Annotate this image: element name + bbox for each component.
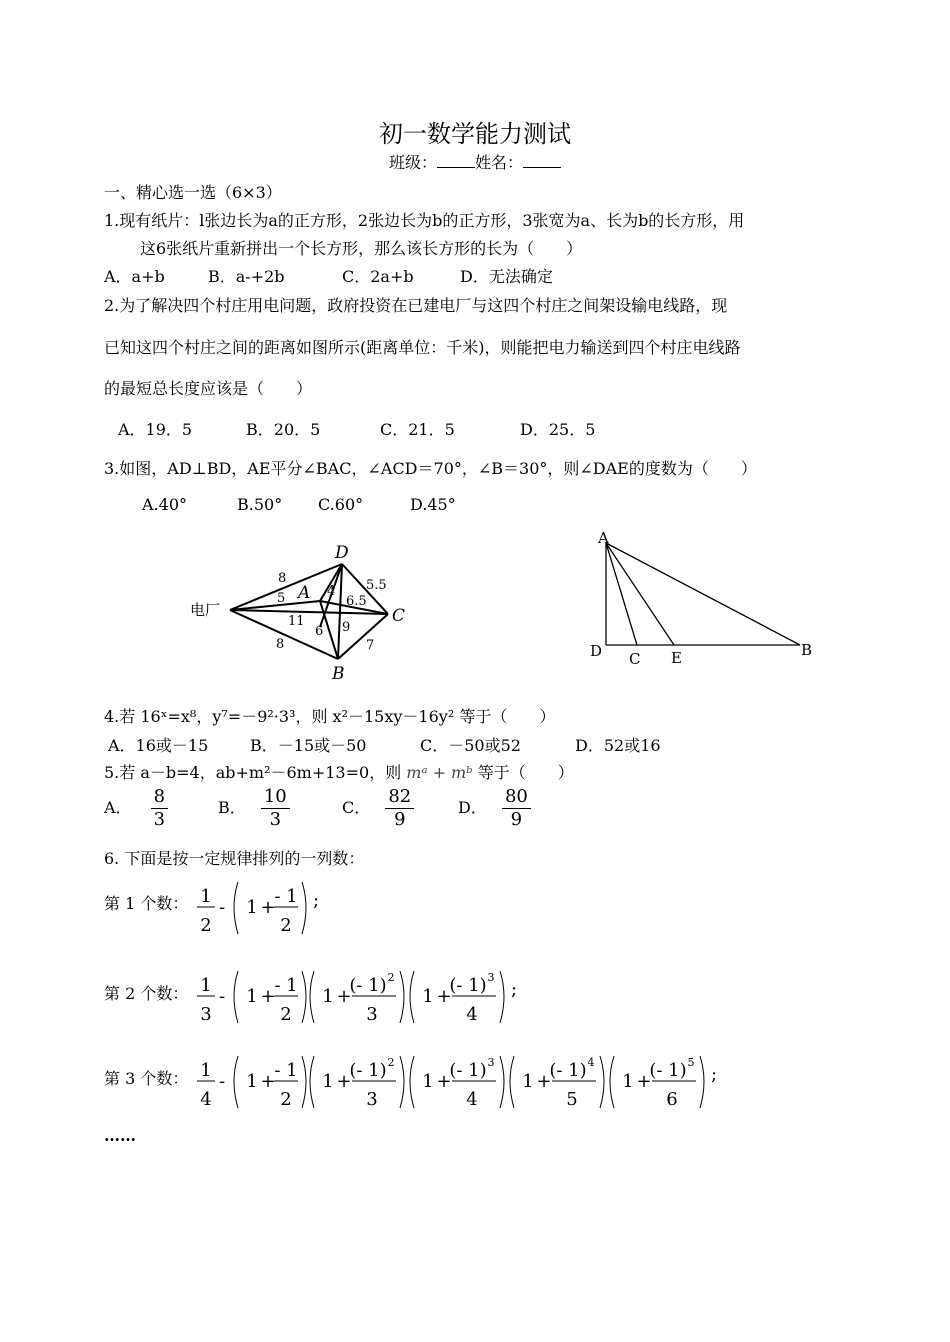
svg-text:5: 5 xyxy=(687,1056,695,1069)
svg-text:2: 2 xyxy=(280,1004,292,1025)
svg-text:(- 1): (- 1) xyxy=(649,1060,687,1081)
svg-text:1: 1 xyxy=(200,1060,212,1081)
svg-text:3: 3 xyxy=(487,1056,495,1069)
svg-text:-: - xyxy=(218,897,226,918)
svg-text:5: 5 xyxy=(566,1089,578,1110)
svg-text:3: 3 xyxy=(487,971,495,984)
svg-text:3: 3 xyxy=(366,1089,378,1110)
q5-expression: mᵃ + mᵇ xyxy=(406,763,473,782)
q3-option-a: A.40° xyxy=(142,495,187,514)
svg-text:-: - xyxy=(218,986,226,1007)
q6-ellipsis: …… xyxy=(104,1126,136,1145)
q2-option-d: D．25．5 xyxy=(520,420,596,439)
svg-text:(- 1): (- 1) xyxy=(549,1060,587,1081)
svg-text:4: 4 xyxy=(200,1089,212,1110)
svg-text:+: + xyxy=(336,986,352,1007)
q5-option-b-fraction: $\frac{10}{3}$ xyxy=(261,786,290,831)
q2-option-b: B．20．5 xyxy=(246,420,321,439)
q3-option-b: B.50° xyxy=(237,495,283,514)
q1-option-b: B．a-+2b xyxy=(208,267,285,286)
q6-row3-expression xyxy=(192,1050,722,1112)
q4-option-a: A．16或－15 xyxy=(108,736,209,755)
fig1-dist-6: 6 xyxy=(315,624,324,639)
q1-option-c: C．2a+b xyxy=(342,267,414,286)
svg-text:1: 1 xyxy=(200,886,212,907)
q4-option-b: B．－15或－50 xyxy=(250,736,367,755)
svg-text:1: 1 xyxy=(246,1071,258,1092)
q4-line1: 4.若 16ˣ=x⁸，y⁷=－9²·3³，则 x²－15xy－16y² 等于（ ） xyxy=(104,707,556,726)
svg-text:2: 2 xyxy=(280,915,292,936)
svg-text:1: 1 xyxy=(246,986,258,1007)
svg-text:2: 2 xyxy=(387,1056,395,1069)
fig1-dist-3: 5.5 xyxy=(366,578,387,593)
class-blank[interactable] xyxy=(437,153,475,168)
svg-text:(- 1): (- 1) xyxy=(349,1060,387,1081)
q5-option-a xyxy=(104,786,170,831)
q4-option-c: C．－50或52 xyxy=(420,736,521,755)
page-title: 初一数学能力测试 xyxy=(379,120,571,148)
fig1-dist-1: 5 xyxy=(277,591,286,606)
svg-text:2: 2 xyxy=(280,1089,292,1110)
svg-text:;: ; xyxy=(510,979,518,1000)
svg-text:+: + xyxy=(436,1071,452,1092)
svg-text:;: ; xyxy=(312,890,320,911)
svg-text:(- 1): (- 1) xyxy=(449,975,487,996)
svg-text:+: + xyxy=(536,1071,552,1092)
q5-option-c-fraction: $\frac{82}{9}$ xyxy=(385,786,414,831)
fig1-label-plant: 电厂 xyxy=(190,601,221,619)
svg-text:- 1: - 1 xyxy=(274,975,298,996)
fig1-label-c: C xyxy=(392,606,406,626)
svg-text:1: 1 xyxy=(322,1071,334,1092)
fig1-label-d: D xyxy=(335,543,349,563)
fig2-label-b: B xyxy=(801,641,813,659)
svg-text:4: 4 xyxy=(466,1089,478,1110)
svg-text:(- 1): (- 1) xyxy=(449,1060,487,1081)
q5-option-a-label: A． xyxy=(104,798,132,817)
name-label: 姓名： xyxy=(475,153,524,172)
q2-option-a: A．19．5 xyxy=(118,420,193,439)
svg-text:(- 1): (- 1) xyxy=(349,975,387,996)
svg-text:- 1: - 1 xyxy=(274,886,298,907)
q5-suffix: 等于（ ） xyxy=(477,763,574,782)
fig1-dist-9: 8 xyxy=(276,637,285,652)
svg-text:1: 1 xyxy=(322,986,334,1007)
q3-option-c: C.60° xyxy=(318,495,364,514)
svg-text:+: + xyxy=(636,1071,652,1092)
fig1-dist-5: 11 xyxy=(288,614,305,629)
fig1-label-a: A xyxy=(298,583,311,603)
fig1-dist-8: 7 xyxy=(366,638,375,653)
svg-text:3: 3 xyxy=(200,1004,212,1025)
q5-option-c xyxy=(342,786,416,831)
svg-text:1: 1 xyxy=(522,1071,534,1092)
svg-text:+: + xyxy=(260,986,276,1007)
svg-text:2: 2 xyxy=(387,971,395,984)
fig1-dist-0: 8 xyxy=(278,571,287,586)
q5-option-d-label: D． xyxy=(458,798,487,817)
fig1-label-b: B xyxy=(332,664,345,684)
q6-intro: 6. 下面是按一定规律排列的一列数： xyxy=(104,849,365,868)
fig1-dist-4: 6.5 xyxy=(346,594,367,609)
q6-row3-label: 第 3 个数： xyxy=(104,1069,189,1088)
q6-row2-expression xyxy=(192,965,522,1027)
name-blank[interactable] xyxy=(523,153,561,168)
q2-line3: 的最短总长度应该是（ ） xyxy=(104,379,313,398)
class-label: 班级： xyxy=(388,153,437,172)
q3-option-d: D.45° xyxy=(410,495,456,514)
svg-text:+: + xyxy=(436,986,452,1007)
q1-option-a: A．a+b xyxy=(104,267,165,286)
svg-text:1: 1 xyxy=(246,897,258,918)
svg-text:4: 4 xyxy=(587,1056,595,1069)
section-heading: 一、精心选一选（6×3） xyxy=(104,183,282,202)
svg-text:- 1: - 1 xyxy=(274,1060,298,1081)
q3-line1: 3.如图，AD⊥BD，AE平分∠BAC，∠ACD＝70°，∠B＝30°，则∠DAE的度数为（ ） xyxy=(104,459,757,478)
svg-text:2: 2 xyxy=(200,915,212,936)
q5-option-d-fraction: $\frac{80}{9}$ xyxy=(502,786,531,831)
power-network-figure xyxy=(180,535,430,685)
fig2-label-e: E xyxy=(671,649,682,667)
svg-text:1: 1 xyxy=(422,1071,434,1092)
q1-line2: 这6张纸片重新拼出一个长方形，那么该长方形的长为（ ） xyxy=(140,239,583,258)
svg-text:1: 1 xyxy=(200,975,212,996)
q1-line1: 1.现有纸片：l张边长为a的正方形，2张边长为b的正方形，3张宽为a、长为b的长方形，用 xyxy=(104,211,745,230)
triangle-figure xyxy=(580,525,825,670)
svg-text:4: 4 xyxy=(466,1004,478,1025)
svg-text:+: + xyxy=(336,1071,352,1092)
q5-option-b xyxy=(218,786,292,831)
q5-line1 xyxy=(104,760,574,783)
q2-line1: 2.为了解决四个村庄用电问题，政府投资在已建电厂与这四个村庄之间架设输电线路，现 xyxy=(104,296,728,315)
fig2-label-a: A xyxy=(598,529,609,547)
svg-text:3: 3 xyxy=(366,1004,378,1025)
fig1-dist-2: 4 xyxy=(327,584,336,599)
q5-prefix: 5.若 a－b=4，ab+m²－6m+13=0，则 xyxy=(104,763,402,782)
svg-text:6: 6 xyxy=(666,1089,678,1110)
q6-row2-label: 第 2 个数： xyxy=(104,984,189,1003)
fig2-label-d: D xyxy=(590,642,603,660)
q5-option-a-fraction: $\frac{8}{3}$ xyxy=(151,786,168,831)
q6-row1-expression xyxy=(192,876,332,938)
svg-text:1: 1 xyxy=(622,1071,634,1092)
q5-option-c-label: C． xyxy=(342,798,371,817)
fig1-dist-7: 9 xyxy=(342,620,351,635)
svg-text:1: 1 xyxy=(422,986,434,1007)
q1-option-d: D．无法确定 xyxy=(460,267,553,286)
q5-option-d xyxy=(458,786,533,831)
q2-line2: 已知这四个村庄之间的距离如图所示(距离单位：千米)，则能把电力输送到四个村庄电线路 xyxy=(104,338,741,357)
svg-text:-: - xyxy=(218,1071,226,1092)
q5-option-b-label: B． xyxy=(218,798,246,817)
class-name-line xyxy=(0,150,950,173)
q2-option-c: C．21．5 xyxy=(380,420,455,439)
svg-text:+: + xyxy=(260,897,276,918)
q4-option-d: D．52或16 xyxy=(575,736,661,755)
fig2-label-c: C xyxy=(629,650,641,668)
q6-row1-label: 第 1 个数： xyxy=(104,894,189,913)
svg-text:;: ; xyxy=(710,1064,718,1085)
svg-text:+: + xyxy=(260,1071,276,1092)
